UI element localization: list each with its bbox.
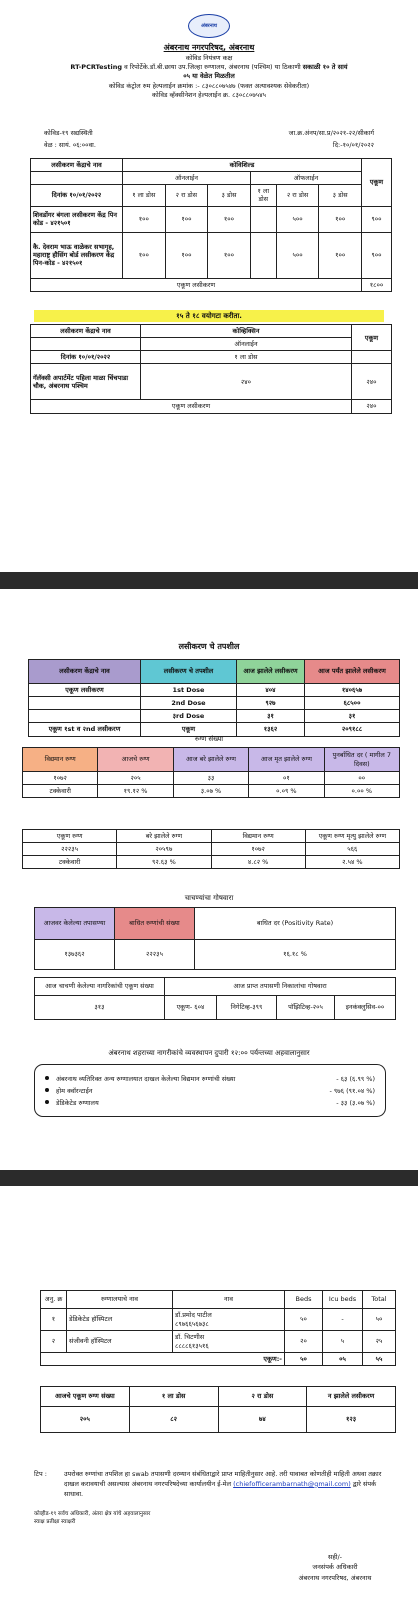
- signature: सही/-: [327, 1553, 343, 1561]
- table-cell: २०५९७: [117, 843, 211, 856]
- table-cell: १०७२: [211, 843, 305, 856]
- covaxin-table: [30, 324, 392, 414]
- vaccination-details-title: लसीकरण चे तपशील: [178, 642, 240, 651]
- table-cell: १००: [123, 206, 166, 232]
- table-cell: ०१: [249, 772, 324, 785]
- col-header: आज मृत झालेले रुग्ण: [249, 748, 324, 772]
- table-cell: २४०: [141, 364, 352, 400]
- vaccination-helpline: कोविड व्हॅक्सीनेशन हेल्पलाईन क्र. ८३०८८०७५४५: [152, 91, 266, 100]
- total-label: एकूण लसीकरण: [31, 278, 362, 291]
- col-header: न झालेले लसीकरण: [307, 1387, 396, 1407]
- hospital-name: डेडिकेटेड हॉस्पिटल: [67, 1309, 173, 1331]
- page1-header: [20, 42, 398, 101]
- table-cell: निगेटिव्ह-३९९: [217, 996, 277, 1020]
- cell-name: कोविड नियंत्रण कक्ष: [185, 53, 233, 62]
- center-name: गॅलॅक्सी अपार्टमेंट पहिला माळा चिंचपाडा चौक, अंबरनाथ पश्चिम: [31, 364, 141, 400]
- hospital-name: संजीवनी हॉस्पिटल: [67, 1331, 173, 1353]
- status-meta: [44, 128, 374, 149]
- col-header: लसीकरण केंद्राचे नाव: [29, 660, 141, 684]
- table-cell: २०९१८८: [305, 723, 400, 736]
- col-header: आज झालेले लसीकरण: [237, 660, 305, 684]
- col-header: २ रा डोस: [218, 1387, 307, 1407]
- table-cell: ८२: [129, 1407, 218, 1433]
- table-cell: ५०: [363, 1309, 396, 1331]
- today-patients-table: [40, 1386, 396, 1433]
- dose-cell: ३ डोस: [208, 185, 251, 206]
- footnote: [34, 1470, 390, 1499]
- rtpcr-line-2: ०५ या वेळेत मिळतील: [183, 72, 235, 81]
- table-cell: १०७२: [23, 772, 98, 785]
- table-cell: ३.०७ %: [173, 785, 248, 798]
- table-cell: ९२.६३ %: [117, 856, 211, 869]
- col-header: एकूण रुग्ण: [23, 830, 117, 843]
- table-cell: १४०६५७: [305, 684, 400, 697]
- list-item: डेडिकेटेड रुग्णालय - ३३ (३.०७ %): [45, 1098, 375, 1107]
- col-header: पुनर्बाधित दर ( मागील 7 दिवस): [324, 748, 399, 772]
- total-value: १८००: [362, 278, 392, 291]
- col-header: अनु. क्र: [41, 1291, 67, 1309]
- online-header: ऑनलाईन: [123, 172, 251, 185]
- col-header: आज प्राप्त तपासणी निकालांचा गोषवारा: [165, 978, 396, 996]
- table-cell: ०५: [323, 1353, 363, 1366]
- doctor-cell: डॉ.प्रमोद पाटील ८९७६६५६७३८: [173, 1309, 285, 1331]
- reference-number: जा.क्र.अंनप/सा.प्र/२०२१-२२/सीकार्ग: [288, 129, 374, 137]
- dose-cell: १ ला डोस: [141, 351, 352, 364]
- center-name: शिवडोंगर बंगला लसीकरण केंद्र पिन कोड - ४२१५०१: [31, 206, 123, 232]
- patient-distribution-box: [34, 1064, 386, 1117]
- age-group-banner: १५ ते १८ वयोगटा करीता.: [34, 310, 384, 322]
- dose-cell: १ ला डोस: [123, 185, 166, 206]
- col-header: बाधित दर (Positivity Rate): [195, 908, 396, 940]
- col-header: आज बरे झालेले रुग्ण: [173, 748, 248, 772]
- table-cell: १००: [165, 206, 208, 232]
- online-header: ऑनलाईन: [141, 338, 352, 351]
- table-cell: १२३: [307, 1407, 396, 1433]
- report-date: दि:-१०/०१/२०२२: [332, 141, 374, 149]
- table-cell: १००: [319, 232, 362, 278]
- table-cell: ७४: [218, 1407, 307, 1433]
- patients-table: [22, 747, 400, 798]
- col-header: बरे झालेले रुग्ण: [117, 830, 211, 843]
- table-cell: १३६२: [237, 723, 305, 736]
- dose-label: एकूण: [141, 723, 237, 736]
- table-cell: १००: [319, 206, 362, 232]
- patients-caption: रुग्ण संख्या: [194, 735, 224, 743]
- dose-cell: १ ला डोस: [250, 185, 276, 206]
- source-line: स्वाक्ष प्रतीक्षा स्वाक्षरी: [34, 1519, 76, 1526]
- rtpcr-line: RT-PCRTesting व रिपोर्टेके.डॉ.बी.छाया उप.जिल्हा रुग्णालय, अंबरनाथ (पश्चिम) या ठिकाणी सकाळी १० ते सायं: [70, 63, 348, 72]
- table-cell: २२२३५: [115, 940, 195, 970]
- note-label: टिप :: [34, 1470, 47, 1478]
- table-cell: ५००: [276, 232, 319, 278]
- list-item: अंबरनाथ व्यतिरिक्त अन्य रुग्णालयात दाखल केलेल्या विद्यमान रुग्णांची संख्या - ६३ (६.९९ %): [45, 1074, 375, 1083]
- report-time: वेळ : सायं. ०६:००वा.: [44, 141, 96, 149]
- dose-label: 2nd Dose: [141, 697, 237, 710]
- email-link[interactable]: (chiefofficerambarnath@gmail.com): [233, 1479, 351, 1488]
- vaccination-details-table: [28, 659, 400, 737]
- offline-header: ऑफलाईन: [250, 172, 361, 185]
- table-cell: २०५: [41, 1407, 130, 1433]
- table-cell: ०.०० %: [324, 785, 399, 798]
- dose-cell: २ रा डोस: [165, 185, 208, 206]
- table-cell: -: [323, 1309, 363, 1331]
- signature-block: [270, 1552, 400, 1583]
- date-row: दिनांक १०/०१/२०२२: [31, 351, 141, 364]
- col-header: लसीकरण चे तपशील: [141, 660, 237, 684]
- table-cell: ५६६: [305, 843, 399, 856]
- page-3: [0, 1186, 418, 1600]
- table-cell: १००: [123, 232, 166, 278]
- table-cell: ३३: [173, 772, 248, 785]
- table-cell: ०.०९ %: [249, 785, 324, 798]
- table-cell: २५: [363, 1331, 396, 1353]
- source-line: कोव्हीड-१९ सर्वच अधिकारी, अंतरा क्षेत्र यांचे अहवालानुसार: [34, 1511, 151, 1517]
- doctor-cell: डॉ. चिटणीस ८८८८६१३५१६: [173, 1331, 285, 1353]
- col-header: आज चाचणी केलेल्या नागरिकांची एकूण संख्या: [35, 978, 165, 996]
- col-header: विद्यमान रुग्ण: [23, 748, 98, 772]
- col-header: आजचे रुग्ण: [98, 748, 173, 772]
- col-header: बाधित रुग्णांची संख्या: [115, 908, 195, 940]
- table-cell: ३१: [237, 710, 305, 723]
- row-label: एकूण १st व २nd लसीकरण: [29, 723, 141, 736]
- table-cell: ४०४: [237, 684, 305, 697]
- table-cell: ९२७: [237, 697, 305, 710]
- total-label: एकूण:-: [41, 1353, 285, 1366]
- covishield-header: कोविशिल्ड: [123, 159, 362, 172]
- row-label: एकूण लसीकरण: [29, 684, 141, 697]
- org-name: अंबरनाथ नगरपरिषद, अंबरनाथ: [163, 43, 255, 52]
- col-header: आज पर्यंत झालेले लसीकरण: [305, 660, 400, 684]
- table-cell: १००: [208, 206, 251, 232]
- dose-label: 1st Dose: [141, 684, 237, 697]
- table-cell: ३१: [305, 710, 400, 723]
- col-header: विद्यमान रुग्ण: [211, 830, 305, 843]
- table-cell: २.५४ %: [305, 856, 399, 869]
- table-cell: [250, 232, 276, 278]
- table-cell: पॉझिटिव्ह-२०५: [277, 996, 335, 1020]
- col-header: आजवर केलेल्या तपासण्या: [35, 908, 115, 940]
- row-label: [29, 710, 141, 723]
- col-center: लसीकरण केंद्राचे नाव: [31, 325, 141, 338]
- table-cell: ५५: [363, 1353, 396, 1366]
- date-row: दिनांक १०/०१/२०२२: [31, 185, 123, 206]
- cumulative-table: [22, 829, 400, 869]
- total-label: एकूण लसीकरण: [31, 400, 352, 413]
- city-caption: अंबरनाथ शहराच्या नागरीकांचे व्यवस्थापन दुपारी १२:०० पर्यन्तच्या अहवालानुसार: [108, 1049, 310, 1057]
- total-header: एकूण: [362, 159, 392, 207]
- testing-table: [34, 907, 396, 970]
- dose-cell: ३ डोस: [319, 185, 362, 206]
- list-item: होम क्वॉरन्टाईन - ९७६ (९१.०४ %): [45, 1086, 375, 1095]
- table-cell: १००: [165, 232, 208, 278]
- covishield-table: [30, 158, 392, 292]
- control-room-helpline: कोविड कंट्रोल रुम हेल्पलाईन क्रमांक :- ८३०८८०७५४७ (फक्त अत्यावश्यक सेवेकरीता): [108, 81, 310, 90]
- signatory-title: जनसंपर्क अधिकारी: [312, 1563, 358, 1572]
- col-header: Beds: [285, 1291, 323, 1309]
- status-label: कोविड-१९ सद्यस्थिती: [44, 129, 93, 137]
- table-cell: ००: [324, 772, 399, 785]
- table-cell: ५००: [276, 206, 319, 232]
- table-cell: १३७३६२: [35, 940, 115, 970]
- table-cell: टक्केवारी: [23, 785, 98, 798]
- testing-caption: चाचण्यांचा गोषवारा: [184, 894, 234, 902]
- table-cell: २०: [285, 1331, 323, 1353]
- table-cell: इनकंक्लुसिव-००: [335, 996, 396, 1020]
- page-2: [0, 589, 418, 1170]
- dose-cell: २ रा डोस: [276, 185, 319, 206]
- table-cell: १९.१२ %: [98, 785, 173, 798]
- municipal-seal-icon: अंबरनाथ: [188, 14, 230, 38]
- covaxin-header: कोव्हिक्सिन: [141, 325, 352, 338]
- table-cell: ९००: [362, 206, 392, 232]
- center-name: कै. देवराम भाऊ वाळेकर सभागृह, महाराष्ट्र हौसिंग बोर्ड लसीकरण केंद्र पिन-कोड - ४२१५०१: [31, 232, 123, 278]
- col-header: Icu beds: [323, 1291, 363, 1309]
- col-header: एकूण रुग्ण मृत्यु झालेले रुग्ण: [305, 830, 399, 843]
- page-1: [0, 0, 418, 572]
- table-cell: ५०: [285, 1353, 323, 1366]
- table-cell: १००: [208, 232, 251, 278]
- table-cell: टक्केवारी: [23, 856, 117, 869]
- table-cell: २२२३५: [23, 843, 117, 856]
- footnote-source: [34, 1510, 334, 1527]
- table-cell: ३१३: [35, 996, 165, 1020]
- today-tests-table: [34, 977, 396, 1020]
- dose-label: ३rd Dose: [141, 710, 237, 723]
- col-header: आजचे एकूण रुग्ण संख्या: [41, 1387, 130, 1407]
- table-cell: २०५: [98, 772, 173, 785]
- table-cell: ५०: [285, 1309, 323, 1331]
- table-cell: २४०: [352, 364, 392, 400]
- col-header: Total: [363, 1291, 396, 1309]
- col-header: १ ला डोस: [129, 1387, 218, 1407]
- col-header: रुग्णालयाचे नाव: [67, 1291, 173, 1309]
- table-cell: १: [41, 1309, 67, 1331]
- table-cell: २: [41, 1331, 67, 1353]
- total-value: २४०: [352, 400, 392, 413]
- row-label: [29, 697, 141, 710]
- col-center: लसीकरण केंद्राचे नाव: [31, 159, 123, 172]
- table-cell: ५: [323, 1331, 363, 1353]
- table-cell: [250, 206, 276, 232]
- table-cell: ६८५००: [305, 697, 400, 710]
- table-cell: १६.१८ %: [195, 940, 396, 970]
- table-cell: एकूण- ६०४: [165, 996, 217, 1020]
- table-cell: ४.८२ %: [211, 856, 305, 869]
- signatory-org: अंबरनाथ नगरपरिषद, अंबरनाथ: [298, 1573, 372, 1582]
- hospitals-table: [40, 1290, 396, 1366]
- total-header: एकूण: [352, 325, 392, 351]
- col-header: नाव: [173, 1291, 285, 1309]
- note-text: उपरोक्त रुग्णांचा तपशिल हा swab तपासणी दरम्यान संबंधिताद्वारे प्राप्त माहितीनुसार आहे. तरी यावाबत कोणतीही माहिती अथवा तक्रार दाखल करावयाची असल्यास अंबरनाथ नगरपरिषदेच्या कार्यालयीन ई-मेल (chiefofficerambarnath@gmail.com) द्वारे संपर्क साधावा.: [64, 1470, 382, 1498]
- table-cell: ९००: [362, 232, 392, 278]
